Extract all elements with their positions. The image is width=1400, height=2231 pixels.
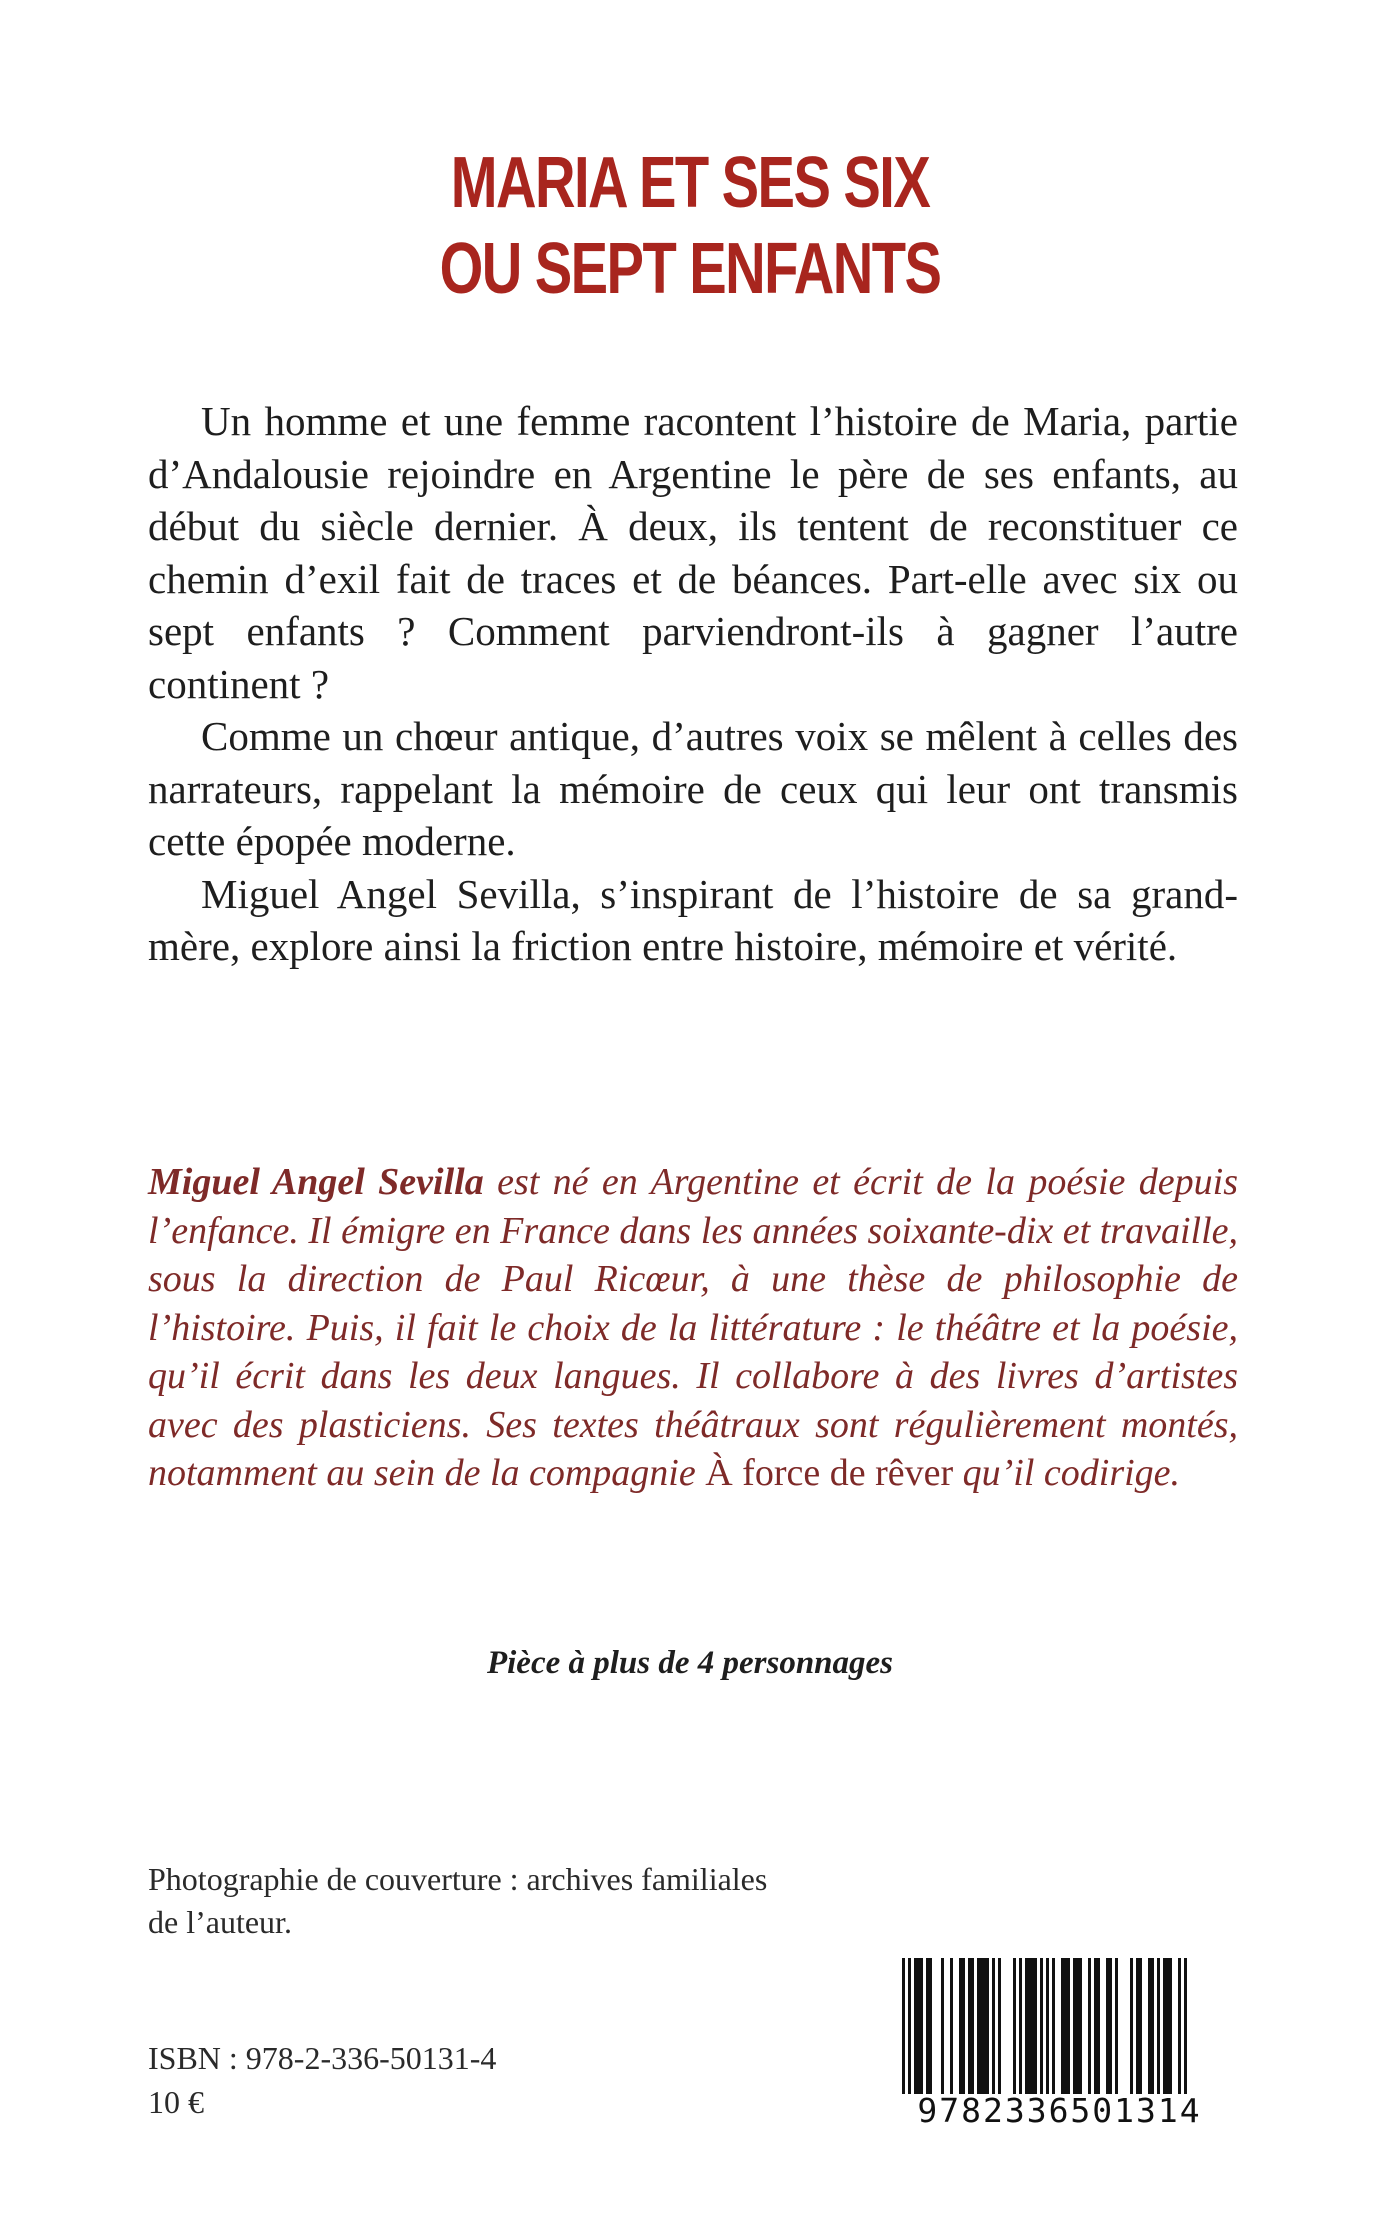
synopsis-paragraph: Miguel Angel Sevilla, s’inspirant de l’histoire de sa grand-mère, explore ainsi la friction entre histoire, mémoire et vérité. [148,870,1238,969]
isbn: ISBN : 978-2-336-50131-4 [148,2040,497,2076]
title-line-2: OU SEPT ENFANTS [439,229,941,309]
genre-note: Pièce à plus de 4 personnages [486,1645,894,1681]
barcode-bar [1097,1958,1100,2096]
barcode-bar [929,1958,932,2096]
title-line-1: MARIA ET SES SIX [450,143,930,223]
barcode-bar [1067,1958,1070,2096]
barcode-digits: 9782336501314 [882,2094,1237,2128]
price: 10 € [148,2084,204,2120]
barcode-bar [1061,1958,1064,2096]
barcode-bar [959,1958,962,2096]
barcode-bar [1151,1958,1154,2096]
barcode-bar [1106,1958,1109,2096]
barcode-bar [920,1958,923,2096]
credit-line-2: de l’auteur. [148,1904,292,1940]
barcode-bar [986,1958,989,2096]
barcode-bar [977,1958,980,2096]
company-name: À force de rêver [705,1452,954,1494]
barcode-bar [998,1958,1001,2096]
barcode-bar [1019,1958,1022,2096]
synopsis-paragraph: Un homme et une femme racontent l’histoire de Maria, partie d’Andalousie rejoindre en Argentine le père de ses enfants, au début du siècle dernier. À deux, ils tentent de reconstituer ce chemin d’exil fait de traces et de béances. Part-elle avec six ou sept enfants ? Comment parviendront-ils à gagner l’autre continent ? [148,398,1238,707]
barcode-bar [941,1958,944,2096]
barcode-bar [1052,1958,1055,2096]
bio-end: qu’il codirige. [953,1452,1181,1494]
barcode-bar [971,1958,974,2096]
barcode-bar [926,1958,929,2096]
barcode-bar [1064,1958,1067,2096]
barcode-bar [914,1958,917,2096]
barcode-bar [968,1958,971,2096]
barcode-bar [980,1958,983,2096]
barcode-bar [1073,1958,1076,2096]
synopsis [148,395,1238,973]
barcode-bar [1031,1958,1034,2096]
barcode-bar [962,1958,965,2096]
barcode-bar [1028,1958,1031,2096]
barcode-bar [908,1958,911,2116]
barcode-bar [1163,1958,1166,2096]
barcode-bar [1034,1958,1037,2096]
barcode-bar [1148,1958,1151,2096]
barcode-bar [1094,1958,1097,2096]
barcode-bar [1115,1958,1118,2096]
barcode-bar [992,1958,995,2096]
barcode-bar [917,1958,920,2096]
barcode-bar [1169,1958,1172,2096]
barcode-bar [1076,1958,1079,2096]
barcode-bar [1088,1958,1091,2096]
barcode-bar [1013,1958,1016,2096]
bio-text: est né en Argentine et écrit de la poésie depuis l’enfance. Il émigre en France dans les années soixante-dix et travaille, sous la direction de Paul Ricœur, à une thèse de philosophie de l’histoire. Puis, il fait le choix de la littérature : le théâtre et la poésie, qu’il écrit dans les deux langues. Il collabore à des livres d’artistes avec des plasticiens. Ses textes théâtraux sont régulièrement montés, notamment au sein de la compagnie [148,1161,1238,1494]
barcode-bar [1025,1958,1028,2096]
barcode-bar [902,1958,905,2116]
barcode-bar [983,1958,986,2096]
book-title [152,140,1228,312]
barcode-bar [1130,1958,1133,2096]
barcode-bar [1079,1958,1082,2096]
author-bio [148,1158,1238,1498]
credit-line-1: Photographie de couverture : archives familiales [148,1861,768,1897]
author-name: Miguel Angel Sevilla [148,1161,484,1203]
barcode-bar [950,1958,953,2096]
photo-credit [148,1858,848,1944]
barcode-bar [1157,1958,1160,2096]
isbn-block [148,2036,496,2124]
barcode-bar [1136,1958,1139,2096]
barcode-bar [1139,1958,1142,2096]
barcode-bar [1166,1958,1169,2096]
barcode-bar [1109,1958,1112,2096]
synopsis-paragraph: Comme un chœur antique, d’autres voix se mêlent à celles des narrateurs, rappelant la mémoire de ceux qui leur ont transmis cette épopée moderne. [148,713,1238,864]
